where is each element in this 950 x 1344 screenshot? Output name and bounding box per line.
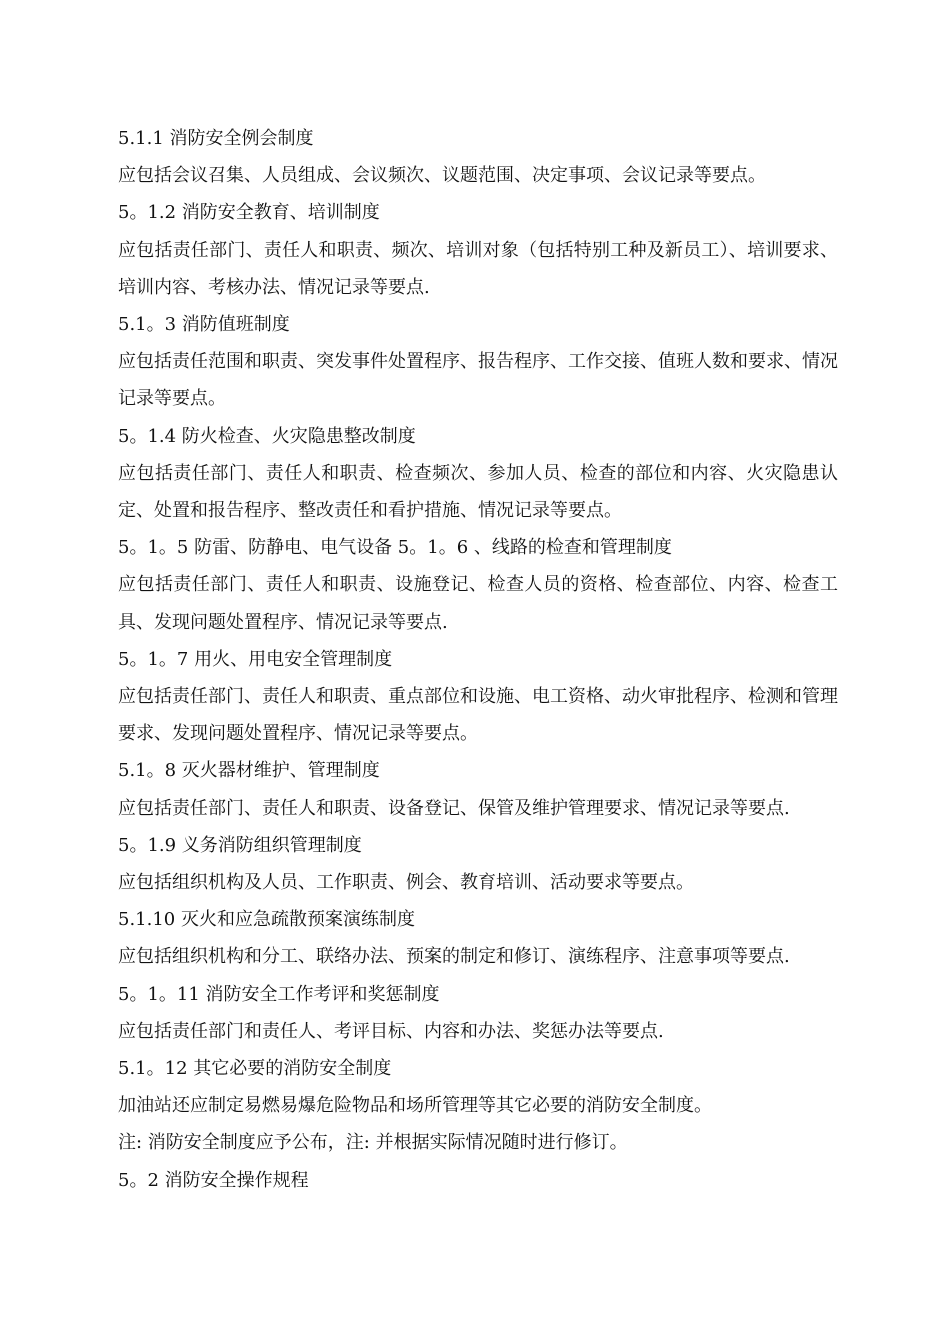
section-5-1-9-heading: 5。1.9 义务消防组织管理制度 (118, 834, 362, 856)
section-5-1-3-heading: 5.1。3 消防值班制度 (118, 314, 290, 336)
section-5-1-2-heading: 5。1.2 消防安全教育、培训制度 (118, 202, 380, 224)
section-5-1-7-heading: 5。1。7 用火、用电安全管理制度 (118, 648, 393, 670)
section-5-2-heading: 5。2 消防安全操作规程 (118, 1169, 309, 1191)
section-5-1-2-body: 应包括责任部门、责任人和职责、频次、培训对象（包括特别工种及新员工）、培训要求、培训内容、考核办法、情况记录等要点. (118, 239, 838, 298)
section-5-1-8-heading: 5.1。8 灭火器材维护、管理制度 (118, 760, 380, 782)
section-5-1-10-body: 应包括组织机构和分工、联络办法、预案的制定和修订、演练程序、注意事项等要点. (118, 946, 790, 968)
section-5-1-1-heading: 5.1.1 消防安全例会制度 (118, 128, 314, 149)
section-5-1-11-heading: 5。1。11 消防安全工作考评和奖惩制度 (118, 983, 440, 1005)
section-5-1-1-body: 应包括会议召集、人员组成、会议频次、议题范围、决定事项、会议记录等要点。 (118, 165, 766, 187)
section-5-1-5-heading: 5。1。5 防雷、防静电、电气设备 5。1。6 、线路的检查和管理制度 (118, 537, 672, 559)
section-5-1-10-heading: 5.1.10 灭火和应急疏散预案演练制度 (118, 909, 415, 931)
section-5-1-9-body: 应包括组织机构及人员、工作职责、例会、教育培训、活动要求等要点。 (118, 872, 694, 894)
section-5-1-12-heading: 5.1。12 其它必要的消防安全制度 (118, 1058, 392, 1080)
section-5-1-8-body: 应包括责任部门、责任人和职责、设备登记、保管及维护管理要求、情况记录等要点. (118, 797, 790, 819)
section-5-1-4-body: 应包括责任部门、责任人和职责、检查频次、参加人员、检查的部位和内容、火灾隐患认定、处置和报告程序、整改责任和看护措施、情况记录等要点。 (118, 462, 838, 522)
document-body (118, 120, 838, 1199)
section-5-1-12-body: 加油站还应制定易燃易爆危险物品和场所管理等其它必要的消防安全制度。 (118, 1095, 712, 1117)
section-5-1-4-heading: 5。1.4 防火检查、火灾隐患整改制度 (118, 425, 416, 447)
note-line: 注: 消防安全制度应予公布，注: 并根据实际情况随时进行修订。 (118, 1132, 628, 1154)
section-5-1-7-body: 应包括责任部门、责任人和职责、重点部位和设施、电工资格、动火审批程序、检测和管理要求、发现问题处置程序、情况记录等要点。 (118, 686, 838, 745)
section-5-1-11-body: 应包括责任部门和责任人、考评目标、内容和办法、奖惩办法等要点. (118, 1020, 664, 1042)
section-5-1-5-body: 应包括责任部门、责任人和职责、设施登记、检查人员的资格、检查部位、内容、检查工具、发现问题处置程序、情况记录等要点. (118, 574, 838, 633)
section-5-1-3-body: 应包括责任范围和职责、突发事件处置程序、报告程序、工作交接、值班人数和要求、情况记录等要点。 (118, 351, 838, 410)
